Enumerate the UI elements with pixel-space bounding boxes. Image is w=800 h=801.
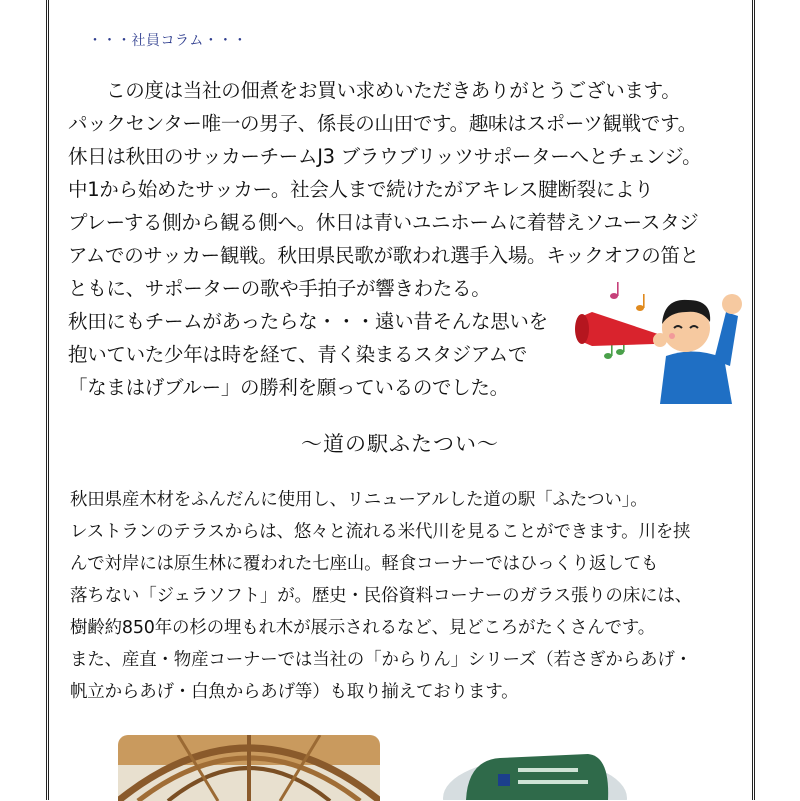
station-line: んで対岸には原生林に覆われた七座山。軽食コーナーではひっくり返しても	[70, 554, 659, 574]
column-line: この度は当社の佃煮をお買い求めいただきありがとうございます。	[106, 79, 681, 102]
vuvuzela-horn	[575, 312, 658, 346]
music-note-icon	[636, 294, 645, 311]
supporter-illustration	[574, 276, 750, 404]
column-heading: ・・・社員コラム・・・	[88, 33, 248, 49]
station-title: ～道の駅ふたつい～	[301, 432, 499, 456]
station-line: また、産直・物産コーナーでは当社の「からりん」シリーズ（若さぎからあげ・	[70, 650, 692, 670]
station-line: 秋田県産木材をふんだんに使用し、リニューアルした道の駅「ふたつい」。	[70, 490, 648, 510]
station-line: 樹齢約850年の杉の埋もれ木が展示されるなど、見どころがたくさんです。	[70, 618, 655, 638]
station-line: 帆立からあげ・白魚からあげ等）も取り揃えております。	[70, 682, 519, 702]
column-line: 休日は秋田のサッカーチームJ3 ブラウブリッツサポーターへとチェンジ。	[68, 145, 702, 168]
page-border-right	[752, 0, 755, 800]
station-body	[70, 484, 750, 708]
column-line: パックセンター唯一の男子、係長の山田です。趣味はスポーツ観戦です。	[68, 112, 697, 135]
page-border-left	[46, 0, 49, 800]
column-line: 中1から始めたサッカー。社会人まで続けたがアキレス腱断裂により	[68, 178, 654, 201]
column-line: プレーする側から観る側へ。休日は青いユニホームに着替えソユースタジ	[68, 211, 699, 234]
music-note-icon	[610, 282, 619, 299]
station-sign-photo	[438, 740, 632, 800]
column-line: 秋田にもチームがあったらな・・・遠い昔そんな思いを	[68, 310, 548, 333]
column-line: ともに、サポーターの歌や手拍子が響きわたる。	[68, 277, 491, 300]
station-line: 落ちない「ジェラソフト」が。歴史・民俗資料コーナーのガラス張りの床には、	[70, 586, 692, 606]
column-line: 抱いていた少年は時を経て、青く染まるスタジアムで	[68, 343, 528, 366]
column-line: アムでのサッカー観戦。秋田県民歌が歌われ選手入場。キックオフの笛と	[68, 244, 699, 267]
station-line: レストランのテラスからは、悠々と流れる米代川を見ることができます。川を挟	[70, 522, 691, 542]
wooden-interior-photo	[118, 735, 380, 801]
column-line: 「なまはげブルー」の勝利を願っているのでした。	[68, 376, 509, 399]
